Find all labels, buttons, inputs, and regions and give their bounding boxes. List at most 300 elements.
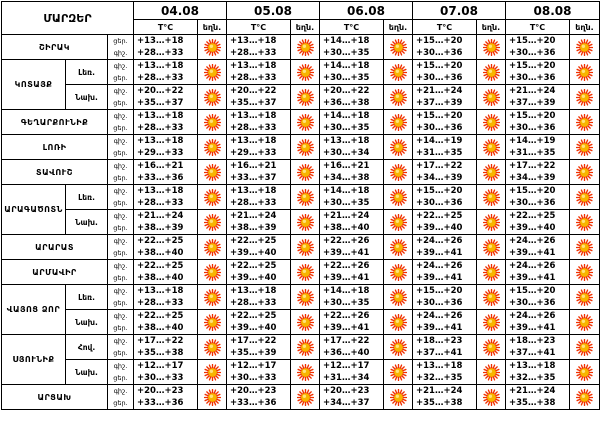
night-temperature: +13…+18 — [230, 111, 277, 121]
weather-cell — [291, 160, 320, 185]
sun-icon — [291, 239, 319, 256]
temperature-cell — [134, 235, 198, 260]
temperature-cell — [413, 160, 477, 185]
sun-icon — [570, 264, 599, 281]
sun-icon — [384, 264, 412, 281]
sun-icon — [198, 389, 226, 406]
temperature-cell — [413, 85, 477, 110]
night-temperature: +13…+18 — [416, 361, 463, 371]
weather-cell — [198, 235, 227, 260]
weather-cell — [384, 160, 413, 185]
temperature-cell — [413, 285, 477, 310]
region-name: ՏԱՎՈՒՇ — [2, 160, 108, 185]
sun-icon — [477, 189, 505, 206]
temperature-cell — [134, 185, 198, 210]
temperature-cell — [134, 285, 198, 310]
temperature-cell — [134, 335, 198, 360]
day-night-label — [108, 235, 134, 260]
day-temperature: +30…+34 — [323, 148, 370, 158]
night-temperature: +22…+26 — [323, 261, 370, 271]
day-label: ցեր. — [113, 399, 128, 407]
day-temperature: +37…+41 — [416, 348, 463, 358]
region-name: ԿՈՏԱՅՔ — [2, 60, 66, 110]
sun-icon — [477, 389, 505, 406]
day-night-label — [108, 285, 134, 310]
day-temperature: +34…+39 — [509, 173, 556, 183]
sun-icon — [570, 364, 599, 381]
day-temperature: +30…+35 — [323, 298, 370, 308]
table-row — [2, 285, 600, 310]
weather-cell — [198, 110, 227, 135]
day-temperature: +37…+39 — [416, 98, 463, 108]
temperature-cell — [506, 235, 570, 260]
sun-icon — [291, 289, 319, 306]
night-temperature: +12…+17 — [323, 361, 370, 371]
temperature-cell — [320, 360, 384, 385]
table-row — [2, 210, 600, 235]
sun-icon — [384, 314, 412, 331]
weather-cell — [570, 310, 600, 335]
temperature-cell — [413, 210, 477, 235]
sun-icon — [570, 239, 599, 256]
weather-cell — [570, 185, 600, 210]
subregion-name: Նախ. — [66, 210, 108, 235]
day-label: ցեր. — [113, 374, 128, 382]
day-temperature: +39…+41 — [416, 248, 463, 258]
day-temperature: +30…+36 — [416, 298, 463, 308]
table-row — [2, 385, 600, 410]
night-temperature: +20…+23 — [230, 386, 277, 396]
night-temperature: +22…+25 — [137, 261, 184, 271]
weather-cell — [384, 185, 413, 210]
sun-icon — [198, 164, 226, 181]
subregion-name: Նախ. — [66, 310, 108, 335]
day-label: ցեր. — [113, 149, 128, 157]
weather-cell — [384, 260, 413, 285]
sun-icon — [477, 339, 505, 356]
day-temperature: +30…+36 — [509, 198, 556, 208]
night-temperature: +14…+19 — [509, 136, 556, 146]
temperature-cell — [227, 135, 291, 160]
weather-cell — [198, 335, 227, 360]
day-temperature: +39…+40 — [509, 223, 556, 233]
night-temperature: +15…+20 — [509, 286, 556, 296]
night-temperature: +12…+17 — [230, 361, 277, 371]
sun-icon — [291, 139, 319, 156]
day-temperature: +38…+40 — [137, 248, 184, 258]
temperature-cell — [320, 110, 384, 135]
sun-icon — [477, 164, 505, 181]
temperature-cell — [320, 335, 384, 360]
night-temperature: +21…+24 — [416, 86, 463, 96]
night-temperature: +22…+25 — [137, 311, 184, 321]
weather-cell — [198, 385, 227, 410]
night-temperature: +22…+25 — [230, 236, 277, 246]
weather-cell — [570, 285, 600, 310]
day-night-label — [108, 110, 134, 135]
night-temperature: +17…+22 — [323, 336, 370, 346]
day-label: ցեր. — [113, 99, 128, 107]
day-temperature: +36…+38 — [323, 98, 370, 108]
temperature-cell — [227, 35, 291, 60]
day-night-label — [108, 210, 134, 235]
night-temperature: +13…+18 — [137, 111, 184, 121]
sun-icon — [198, 364, 226, 381]
date-header: 05.08 — [227, 2, 320, 20]
temperature-cell — [506, 285, 570, 310]
table-row — [2, 235, 600, 260]
sun-icon — [198, 339, 226, 356]
weather-cell — [477, 85, 506, 110]
day-label: գիշ. — [113, 49, 128, 57]
temperature-cell — [134, 360, 198, 385]
night-temperature: +14…+18 — [323, 286, 370, 296]
night-temperature: +16…+21 — [323, 161, 370, 171]
day-temperature: +29…+33 — [137, 148, 184, 158]
day-temperature: +30…+35 — [323, 73, 370, 83]
sun-icon — [291, 39, 319, 56]
temperature-cell — [227, 235, 291, 260]
day-temperature: +28…+33 — [230, 73, 277, 83]
weather-cell — [477, 310, 506, 335]
day-temperature: +35…+37 — [230, 98, 277, 108]
sun-icon — [291, 314, 319, 331]
weather-cell — [477, 60, 506, 85]
temperature-cell — [134, 110, 198, 135]
temperature-cell — [134, 35, 198, 60]
sun-icon — [384, 89, 412, 106]
day-temperature: +38…+40 — [323, 223, 370, 233]
day-night-label — [108, 35, 134, 60]
weather-cell — [198, 260, 227, 285]
weather-cell — [198, 160, 227, 185]
sun-icon — [570, 189, 599, 206]
sun-icon — [291, 339, 319, 356]
temperature-cell — [320, 210, 384, 235]
day-temperature: +39…+40 — [230, 323, 277, 333]
day-temperature: +37…+39 — [509, 98, 556, 108]
night-temperature: +16…+21 — [230, 161, 277, 171]
table-row — [2, 35, 600, 60]
night-temperature: +17…+22 — [416, 161, 463, 171]
temperature-cell — [134, 60, 198, 85]
temperature-cell — [320, 160, 384, 185]
night-label: գիշ. — [113, 337, 128, 345]
date-header: 07.08 — [413, 2, 506, 20]
weather-label: եղն. — [384, 20, 413, 35]
day-night-label — [108, 260, 134, 285]
sun-icon — [384, 389, 412, 406]
day-night-label — [108, 85, 134, 110]
date-header: 04.08 — [134, 2, 227, 20]
weather-cell — [384, 135, 413, 160]
day-temperature: +30…+33 — [230, 373, 277, 383]
sun-icon — [570, 214, 599, 231]
weather-cell — [198, 60, 227, 85]
sun-icon — [477, 89, 505, 106]
table-row — [2, 85, 600, 110]
night-temperature: +17…+22 — [230, 336, 277, 346]
day-night-label — [108, 185, 134, 210]
night-temperature: +15…+20 — [416, 36, 463, 46]
sun-icon — [291, 89, 319, 106]
sun-icon — [477, 364, 505, 381]
weather-cell — [570, 160, 600, 185]
temperature-cell — [227, 285, 291, 310]
day-temperature: +30…+35 — [323, 48, 370, 58]
weather-cell — [291, 310, 320, 335]
weather-cell — [198, 285, 227, 310]
temperature-cell — [320, 260, 384, 285]
day-label: ցեր. — [113, 249, 128, 257]
day-temperature: +39…+41 — [323, 248, 370, 258]
weather-cell — [477, 335, 506, 360]
temperature-cell — [227, 385, 291, 410]
day-temperature: +38…+39 — [137, 223, 184, 233]
temperature-cell — [320, 85, 384, 110]
night-label: գիշ. — [113, 187, 128, 195]
sun-icon — [570, 64, 599, 81]
temperature-cell — [320, 185, 384, 210]
day-label: ցեր. — [113, 174, 128, 182]
sun-icon — [198, 139, 226, 156]
night-temperature: +13…+18 — [323, 136, 370, 146]
day-temperature: +28…+33 — [230, 298, 277, 308]
weather-cell — [477, 135, 506, 160]
sun-icon — [291, 214, 319, 231]
table-row — [2, 135, 600, 160]
night-temperature: +15…+20 — [509, 111, 556, 121]
day-temperature: +30…+36 — [416, 73, 463, 83]
day-night-label — [108, 360, 134, 385]
day-night-label — [108, 310, 134, 335]
sun-icon — [198, 89, 226, 106]
weather-cell — [477, 360, 506, 385]
region-name: ԳԵՂԱՐՔՈՒՆԻՔ — [2, 110, 108, 135]
region-name: ՇԻՐԱԿ — [2, 35, 108, 60]
weather-cell — [198, 360, 227, 385]
day-night-label — [108, 60, 134, 85]
temperature-label: T°C — [134, 20, 198, 35]
night-label: գիշ. — [113, 237, 128, 245]
night-temperature: +21…+24 — [416, 386, 463, 396]
day-temperature: +35…+38 — [509, 398, 556, 408]
weather-cell — [198, 210, 227, 235]
night-label: գիշ. — [113, 312, 128, 320]
temperature-cell — [134, 385, 198, 410]
subregion-name: Լեռ. — [66, 285, 108, 310]
day-night-label — [108, 335, 134, 360]
sun-icon — [570, 139, 599, 156]
weather-cell — [291, 285, 320, 310]
weather-cell — [291, 185, 320, 210]
day-temperature: +36…+40 — [323, 348, 370, 358]
region-name: ԱՐԱԳԱԾՈՏՆ — [2, 185, 66, 235]
weather-cell — [384, 385, 413, 410]
table-row — [2, 360, 600, 385]
day-temperature: +28…+33 — [230, 123, 277, 133]
night-temperature: +20…+22 — [323, 86, 370, 96]
temperature-cell — [227, 335, 291, 360]
day-label: ցեր. — [113, 274, 128, 282]
day-temperature: +31…+34 — [323, 373, 370, 383]
weather-cell — [477, 110, 506, 135]
day-label: ցեր. — [113, 349, 128, 357]
region-name: ԼՈՌԻ — [2, 135, 108, 160]
temperature-cell — [506, 210, 570, 235]
day-temperature: +30…+36 — [416, 198, 463, 208]
weather-cell — [570, 235, 600, 260]
sun-icon — [477, 239, 505, 256]
day-temperature: +38…+39 — [230, 223, 277, 233]
temperature-cell — [134, 160, 198, 185]
weather-cell — [477, 160, 506, 185]
day-temperature: +39…+41 — [416, 273, 463, 283]
temperature-cell — [227, 60, 291, 85]
day-label: ցեր. — [113, 324, 128, 332]
sun-icon — [291, 189, 319, 206]
day-temperature: +39…+41 — [323, 323, 370, 333]
day-temperature: +30…+36 — [509, 298, 556, 308]
night-temperature: +24…+26 — [416, 261, 463, 271]
weather-cell — [291, 110, 320, 135]
day-temperature: +28…+33 — [137, 73, 184, 83]
night-temperature: +20…+23 — [323, 386, 370, 396]
temperature-cell — [134, 210, 198, 235]
day-temperature: +39…+40 — [230, 248, 277, 258]
temperature-cell — [320, 35, 384, 60]
sun-icon — [198, 114, 226, 131]
night-temperature: +22…+26 — [323, 311, 370, 321]
day-night-label — [108, 385, 134, 410]
day-temperature: +33…+36 — [137, 398, 184, 408]
day-temperature: +39…+41 — [509, 248, 556, 258]
sun-icon — [198, 289, 226, 306]
day-temperature: +28…+33 — [230, 48, 277, 58]
day-temperature: +30…+36 — [416, 123, 463, 133]
weather-cell — [384, 35, 413, 60]
temperature-cell — [227, 160, 291, 185]
day-temperature: +33…+37 — [230, 173, 277, 183]
night-temperature: +21…+24 — [137, 211, 184, 221]
region-name: ԱՐԱՐԱՏ — [2, 235, 108, 260]
day-temperature: +33…+36 — [137, 173, 184, 183]
night-label: գիշ. — [113, 87, 128, 95]
weather-cell — [291, 35, 320, 60]
day-label: ցեր. — [113, 299, 128, 307]
night-temperature: +12…+17 — [137, 361, 184, 371]
regions-header: ՄԱՐԶԵՐ — [2, 2, 134, 35]
weather-cell — [198, 85, 227, 110]
sun-icon — [384, 64, 412, 81]
date-header: 08.08 — [506, 2, 600, 20]
sun-icon — [570, 339, 599, 356]
sun-icon — [198, 239, 226, 256]
night-temperature: +14…+18 — [323, 36, 370, 46]
temperature-cell — [227, 310, 291, 335]
temperature-cell — [134, 85, 198, 110]
night-temperature: +13…+18 — [230, 36, 277, 46]
day-temperature: +34…+38 — [323, 173, 370, 183]
weather-cell — [384, 210, 413, 235]
night-temperature: +22…+25 — [230, 311, 277, 321]
night-temperature: +21…+24 — [323, 211, 370, 221]
temperature-label: T°C — [506, 20, 570, 35]
day-temperature: +30…+33 — [137, 373, 184, 383]
night-temperature: +13…+18 — [230, 286, 277, 296]
temperature-cell — [134, 260, 198, 285]
temperature-cell — [320, 135, 384, 160]
sun-icon — [291, 364, 319, 381]
weather-cell — [570, 110, 600, 135]
temperature-cell — [413, 335, 477, 360]
day-temperature: +37…+41 — [509, 348, 556, 358]
weather-cell — [291, 335, 320, 360]
day-night-label — [108, 135, 134, 160]
sun-icon — [291, 389, 319, 406]
sun-icon — [291, 64, 319, 81]
subregion-name: Լեռ. — [66, 185, 108, 210]
weather-cell — [198, 135, 227, 160]
day-temperature: +39…+41 — [509, 273, 556, 283]
weather-cell — [384, 110, 413, 135]
night-temperature: +15…+20 — [509, 186, 556, 196]
sun-icon — [477, 264, 505, 281]
night-temperature: +24…+26 — [416, 311, 463, 321]
table-row — [2, 160, 600, 185]
night-temperature: +15…+20 — [509, 61, 556, 71]
weather-cell — [570, 335, 600, 360]
temperature-cell — [320, 310, 384, 335]
weather-cell — [570, 85, 600, 110]
day-temperature: +39…+40 — [416, 223, 463, 233]
weather-cell — [384, 85, 413, 110]
night-label: գիշ. — [113, 212, 128, 220]
temperature-cell — [506, 85, 570, 110]
night-temperature: +24…+26 — [509, 311, 556, 321]
weather-cell — [477, 285, 506, 310]
night-temperature: +22…+25 — [509, 211, 556, 221]
temperature-cell — [506, 110, 570, 135]
weather-cell — [570, 60, 600, 85]
table-row — [2, 260, 600, 285]
night-temperature: +18…+23 — [509, 336, 556, 346]
night-temperature: +17…+22 — [137, 336, 184, 346]
temperature-cell — [227, 260, 291, 285]
temperature-cell — [413, 60, 477, 85]
night-temperature: +24…+26 — [509, 261, 556, 271]
night-label: ցեր. — [113, 37, 128, 45]
night-temperature: +13…+18 — [137, 136, 184, 146]
day-temperature: +30…+36 — [509, 73, 556, 83]
night-temperature: +15…+20 — [509, 36, 556, 46]
day-temperature: +30…+35 — [323, 198, 370, 208]
weather-cell — [384, 335, 413, 360]
weather-cell — [291, 385, 320, 410]
sun-icon — [477, 139, 505, 156]
day-temperature: +31…+35 — [416, 148, 463, 158]
night-temperature: +17…+22 — [509, 161, 556, 171]
sun-icon — [570, 164, 599, 181]
night-temperature: +13…+18 — [137, 286, 184, 296]
date-header: 06.08 — [320, 2, 413, 20]
day-temperature: +33…+36 — [230, 398, 277, 408]
day-label: ցեր. — [113, 74, 128, 82]
night-temperature: +20…+23 — [137, 386, 184, 396]
table-row — [2, 60, 600, 85]
sun-icon — [198, 64, 226, 81]
temperature-cell — [506, 60, 570, 85]
